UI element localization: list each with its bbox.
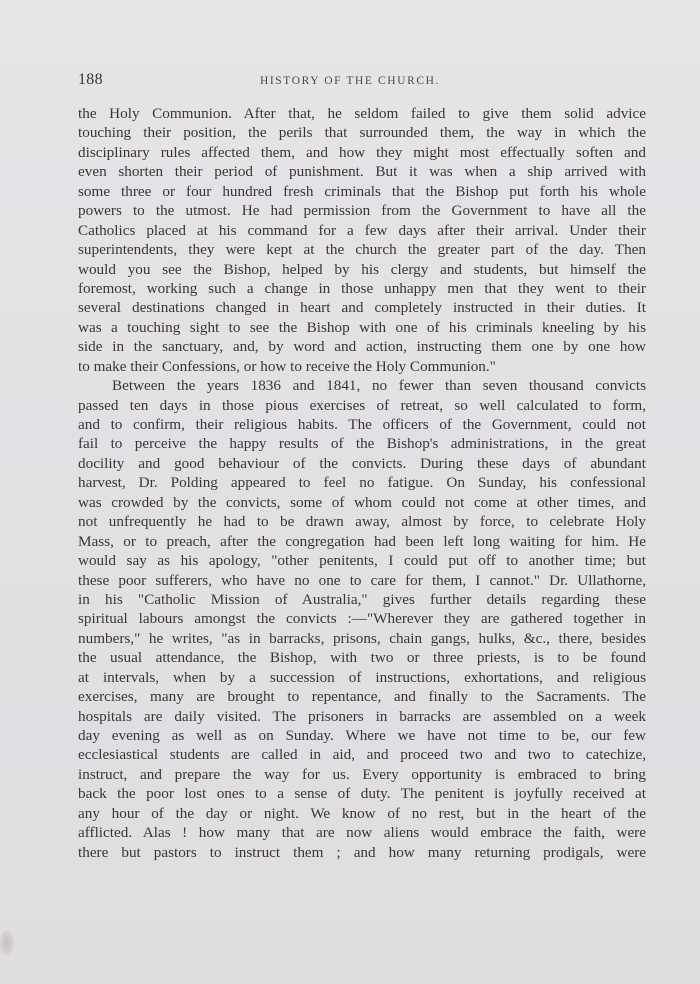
text-line: was a touching sight to see the Bishop with one of his criminals kneeling by his bbox=[78, 318, 646, 336]
text-line: even shorten their period of punishment. But it was when a ship arrived with bbox=[78, 163, 646, 181]
text-line: day evening as well as on Sunday. Where we have not time to be, our few bbox=[78, 727, 646, 744]
text-line: harvest, Dr. Polding appeared to feel no fatigue. On Sunday, his confessional bbox=[78, 474, 646, 492]
text-line: side in the sanctuary, and, by word and action, instructing them one by one how bbox=[78, 338, 646, 356]
text-line: would you see the Bishop, helped by his clergy and students, but himself the bbox=[78, 260, 646, 278]
text-line: would say as his apology, "other penitents, I could put off to another time; but bbox=[78, 552, 646, 570]
text-line: disciplinary rules affected them, and how they might most effectually soften and bbox=[78, 143, 646, 161]
running-title: HISTORY OF THE CHURCH. bbox=[259, 75, 441, 87]
text-line: was crowded by the convicts, some of whom could not come at other times, and bbox=[78, 493, 646, 511]
text-line: powers to the utmost. He had permission from the Government to have all the bbox=[78, 202, 646, 220]
text-line: numbers," he writes, "as in barracks, prisons, chain gangs, hulks, &c., there, besides bbox=[78, 629, 646, 647]
text-line: not unfrequently he had to be drawn away, almost by force, to celebrate Holy bbox=[78, 513, 646, 531]
text-line: at intervals, when by a succession of instructions, exhortations, and religious bbox=[78, 668, 646, 686]
text-line: several destinations changed in heart and completely instructed in their duties. It bbox=[78, 299, 646, 317]
text-line: ecclesiastical students are called in aid, and proceed two and two to catechize, bbox=[78, 746, 646, 764]
text-line: Catholics placed at his command for a few days after their arrival. Under their bbox=[78, 221, 646, 239]
text-line: the Holy Communion. After that, he seldom failed to give them solid advice bbox=[78, 105, 646, 122]
text-line: back the poor lost ones to a sense of duty. The penitent is joyfully received at bbox=[78, 785, 646, 803]
text-line: touching their position, the perils that surrounded them, the way in which the bbox=[78, 124, 646, 142]
paragraph-first-line: Between the years 1836 and 1841, no fewer than seven thousand convicts bbox=[112, 377, 646, 395]
text-line: and to confirm, their religious habits. The officers of the Government, could not bbox=[78, 416, 646, 433]
text-line: these poor sufferers, who have no one to care for them, I cannot." Dr. Ullathorne, bbox=[78, 571, 646, 589]
text-line: to make their Confessions, or how to receive the Holy Communion." bbox=[78, 357, 496, 375]
text-line: there but pastors to instruct them ; and how many returning prodigals, were bbox=[78, 843, 646, 861]
page-smudge bbox=[0, 930, 14, 956]
text-line: in his "Catholic Mission of Australia," gives further details regarding these bbox=[78, 590, 646, 608]
text-line: foremost, working such a change in those unhappy men that they went to their bbox=[78, 279, 646, 297]
text-line: passed ten days in those pious exercises of retreat, so well calculated to form, bbox=[78, 396, 646, 414]
text-line: fail to perceive the happy results of the Bishop's administrations, in the great bbox=[78, 435, 646, 453]
text-line: docility and good behaviour of the convicts. During these days of abundant bbox=[78, 454, 646, 472]
text-line: some three or four hundred fresh criminals that the Bishop put forth his whole bbox=[78, 182, 646, 200]
text-line: exercises, many are brought to repentance, and finally to the Sacraments. The bbox=[78, 688, 646, 706]
text-line: Mass, or to preach, after the congregation had been left long waiting for him. He bbox=[78, 532, 646, 550]
page-number: 188 bbox=[78, 71, 103, 88]
text-line: instruct, and prepare the way for us. Every opportunity is embraced to bring bbox=[78, 765, 646, 783]
text-line: afflicted. Alas ! how many that are now aliens would embrace the faith, were bbox=[78, 824, 646, 842]
text-line: hospitals are daily visited. The prisoners in barracks are assembled on a week bbox=[78, 707, 646, 725]
text-line: spiritual labours amongst the convicts :—"Wherever they are gathered together in bbox=[78, 610, 646, 628]
body-text bbox=[78, 104, 646, 862]
text-line: superintendents, they were kept at the church the greater part of the day. Then bbox=[78, 241, 646, 259]
text-line: any hour of the day or night. We know of no rest, but in the heart of the bbox=[78, 804, 646, 822]
text-line: the usual attendance, the Bishop, with two or three priests, is to be found bbox=[78, 649, 646, 667]
